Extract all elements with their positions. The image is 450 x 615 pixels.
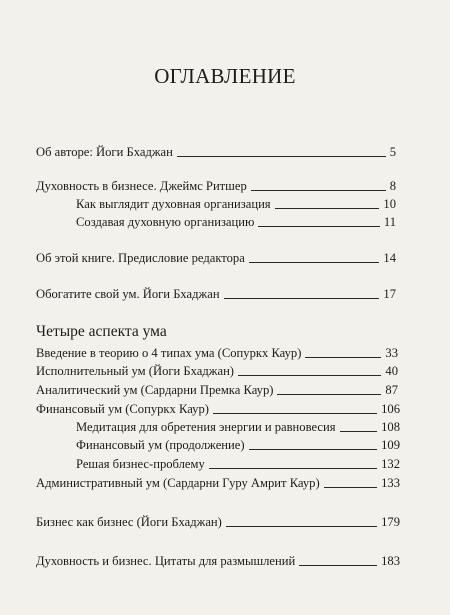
toc-subentry xyxy=(76,436,400,452)
toc-entry-page: 87 xyxy=(385,383,398,397)
toc-entry xyxy=(36,177,396,193)
leader-line xyxy=(238,375,381,376)
toc-entry-title: Медитация для обретения энергии и равновесия xyxy=(76,420,336,434)
leader-line xyxy=(224,298,380,299)
toc-entry-title: Духовность и бизнес. Цитаты для размышлений xyxy=(36,554,296,568)
toc-entry-page: 33 xyxy=(385,346,398,360)
toc-subentry xyxy=(76,213,396,229)
toc-subentry xyxy=(76,418,400,434)
leader-line xyxy=(213,413,377,414)
toc-entry-title: Введение в теорию о 4 типах ума (Сопуркх Каур) xyxy=(36,346,302,360)
toc-entry-title: Аналитический ум (Сардарни Премка Каур) xyxy=(36,383,274,397)
leader-line xyxy=(249,262,380,263)
toc-entry-title: Об этой книге. Предисловие редактора xyxy=(36,251,245,265)
toc-entry-title: Бизнес как бизнес (Йоги Бхаджан) xyxy=(36,515,222,529)
toc-entry xyxy=(36,552,400,568)
leader-line xyxy=(226,526,377,527)
toc-entry-page: 133 xyxy=(381,476,400,490)
toc-entry xyxy=(36,400,400,416)
toc-entry-title: Об авторе: Йоги Бхаджан xyxy=(36,145,173,159)
toc-entry-page: 109 xyxy=(381,438,400,452)
leader-line xyxy=(209,468,377,469)
toc-entry-page: 108 xyxy=(381,420,400,434)
leader-line xyxy=(275,208,380,209)
toc-entry-page: 132 xyxy=(381,457,400,471)
toc-entry xyxy=(36,285,396,301)
toc-entry-page: 5 xyxy=(389,145,396,159)
toc-entry-page: 8 xyxy=(389,179,396,193)
toc-entry-title: Обогатите свой ум. Йоги Бхаджан xyxy=(36,287,220,301)
leader-line xyxy=(251,190,386,191)
toc-entry xyxy=(36,474,400,490)
toc-entry-page: 106 xyxy=(381,402,400,416)
toc-entry xyxy=(36,362,398,378)
leader-line xyxy=(299,565,377,566)
toc-entry-title: Духовность в бизнесе. Джеймс Ритшер xyxy=(36,179,247,193)
toc-entry-title: Создавая духовную организацию xyxy=(76,215,255,229)
leader-line xyxy=(249,449,378,450)
leader-line xyxy=(340,431,378,432)
toc-entry-page: 11 xyxy=(383,215,396,229)
toc-entry-page: 179 xyxy=(381,515,400,529)
leader-line xyxy=(305,357,381,358)
leader-line xyxy=(277,394,381,395)
toc-entry xyxy=(36,344,398,360)
toc-entry-page: 17 xyxy=(383,287,396,301)
toc-entry xyxy=(36,143,396,159)
toc-entry xyxy=(36,381,398,397)
toc-entry-title: Финансовый ум (продолжение) xyxy=(76,438,245,452)
toc-entry-page: 183 xyxy=(381,554,400,568)
toc-entry xyxy=(36,249,396,265)
toc-entry-title: Как выглядит духовная организация xyxy=(76,197,271,211)
toc-subentry xyxy=(76,195,396,211)
toc-subentry xyxy=(76,455,400,471)
toc-entry-title: Административный ум (Сардарни Гуру Амрит Каур) xyxy=(36,476,320,490)
toc-entry-title: Финансовый ум (Сопуркх Каур) xyxy=(36,402,209,416)
toc-entry-title: Исполнительный ум (Йоги Бхаджан) xyxy=(36,364,235,378)
toc-entry-title: Решая бизнес-проблему xyxy=(76,457,205,471)
leader-line xyxy=(177,156,386,157)
leader-line xyxy=(324,487,377,488)
toc-entry xyxy=(36,513,400,529)
leader-line xyxy=(258,226,379,227)
page-title: ОГЛАВЛЕНИЕ xyxy=(154,64,296,88)
section-heading: Четыре аспекта ума xyxy=(36,323,167,340)
toc-entry-page: 14 xyxy=(383,251,396,265)
toc-entry-page: 40 xyxy=(385,364,398,378)
toc-entry-page: 10 xyxy=(383,197,396,211)
